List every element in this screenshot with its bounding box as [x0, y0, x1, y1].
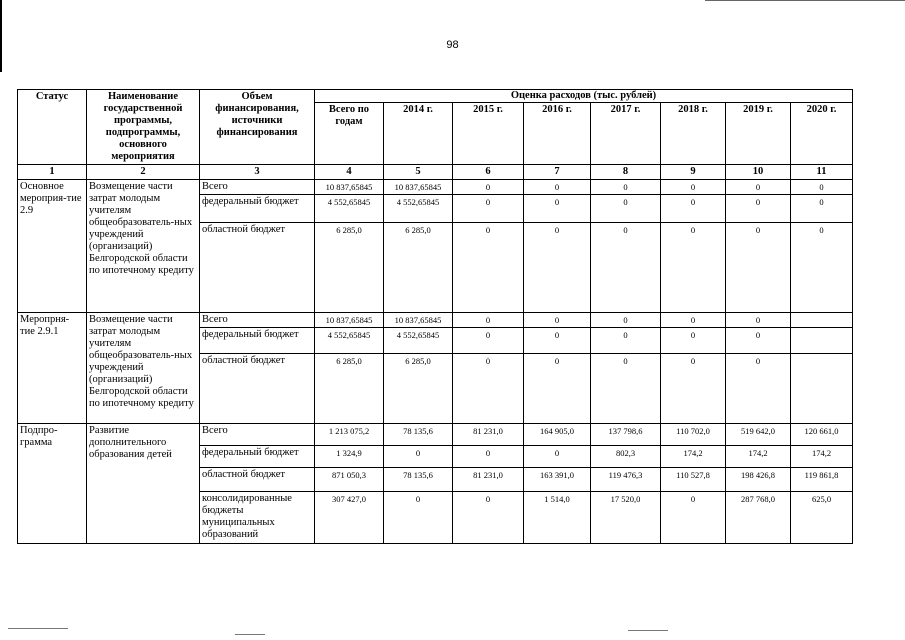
amount-cell: 137 798,6 [591, 424, 661, 446]
amount-cell: 307 427,0 [315, 492, 384, 544]
amount-cell: 0 [591, 313, 661, 328]
column-number: 5 [384, 165, 453, 180]
amount-cell: 0 [453, 195, 524, 223]
amount-cell: 0 [661, 313, 726, 328]
amount-cell: 174,2 [726, 446, 791, 468]
amount-cell: 0 [661, 354, 726, 424]
column-number: 2 [87, 165, 200, 180]
funding-source-cell: консолидированные бюджеты муниципальных образований [200, 492, 315, 544]
amount-cell: 0 [524, 313, 591, 328]
amount-cell: 0 [524, 354, 591, 424]
header-status: Статус [18, 90, 87, 165]
amount-cell: 0 [661, 180, 726, 195]
amount-cell: 287 768,0 [726, 492, 791, 544]
amount-cell: 0 [384, 446, 453, 468]
amount-cell: 0 [726, 328, 791, 354]
amount-cell: 0 [453, 180, 524, 195]
column-number: 8 [591, 165, 661, 180]
amount-cell: 0 [453, 223, 524, 313]
amount-cell: 10 837,65845 [315, 180, 384, 195]
amount-cell: 0 [591, 180, 661, 195]
column-number: 11 [791, 165, 853, 180]
header-year: 2020 г. [791, 103, 853, 165]
amount-cell: 0 [524, 223, 591, 313]
amount-cell [791, 313, 853, 328]
table-row [18, 180, 853, 195]
amount-cell: 198 426,8 [726, 468, 791, 492]
amount-cell: 4 552,65845 [315, 328, 384, 354]
amount-cell: 0 [524, 446, 591, 468]
amount-cell: 120 661,0 [791, 424, 853, 446]
amount-cell: 6 285,0 [315, 223, 384, 313]
funding-source-cell: федеральный бюджет [200, 446, 315, 468]
table-row [18, 424, 853, 446]
amount-cell: 0 [661, 328, 726, 354]
program-name-cell: Возмещение части затрат молодым учителям общеобразователь-ных учреждений (организаций) Белгородской области по ипотечному кредиту [87, 180, 200, 313]
column-number-row [18, 165, 853, 180]
program-name-cell: Развитие дополнительного образования детей [87, 424, 200, 544]
scan-artifact [8, 628, 68, 629]
amount-cell: 0 [661, 492, 726, 544]
budget-table-container [17, 89, 853, 544]
amount-cell: 0 [791, 180, 853, 195]
funding-source-cell: областной бюджет [200, 468, 315, 492]
budget-table [17, 89, 853, 544]
table-header [18, 90, 853, 180]
header-year: 2018 г. [661, 103, 726, 165]
header-program-name: Наименование государственной программы, подпрограммы, основного мероприятия [87, 90, 200, 165]
page-number: 98 [446, 39, 459, 51]
amount-cell: 119 861,8 [791, 468, 853, 492]
status-cell: Подпро-грамма [18, 424, 87, 544]
column-number: 6 [453, 165, 524, 180]
amount-cell: 17 520,0 [591, 492, 661, 544]
table-row [18, 313, 853, 328]
header-year: 2019 г. [726, 103, 791, 165]
amount-cell: 174,2 [661, 446, 726, 468]
status-cell: Основное мероприя-тие 2.9 [18, 180, 87, 313]
amount-cell [791, 354, 853, 424]
amount-cell: 0 [661, 223, 726, 313]
amount-cell: 0 [726, 195, 791, 223]
scan-artifact [628, 630, 668, 631]
header-year: 2017 г. [591, 103, 661, 165]
amount-cell: 0 [524, 195, 591, 223]
amount-cell: 10 837,65845 [384, 313, 453, 328]
amount-cell: 625,0 [791, 492, 853, 544]
amount-cell: 1 213 075,2 [315, 424, 384, 446]
amount-cell: 6 285,0 [384, 354, 453, 424]
amount-cell: 0 [453, 354, 524, 424]
amount-cell: 4 552,65845 [384, 328, 453, 354]
amount-cell: 0 [591, 328, 661, 354]
amount-cell: 802,3 [591, 446, 661, 468]
header-year: 2014 г. [384, 103, 453, 165]
amount-cell: 0 [661, 195, 726, 223]
amount-cell: 4 552,65845 [384, 195, 453, 223]
column-number: 4 [315, 165, 384, 180]
amount-cell: 0 [453, 446, 524, 468]
funding-source-cell: федеральный бюджет [200, 195, 315, 223]
funding-source-cell: Всего [200, 180, 315, 195]
status-cell: Меропрня-тие 2.9.1 [18, 313, 87, 424]
amount-cell: 0 [453, 492, 524, 544]
amount-cell: 81 231,0 [453, 424, 524, 446]
amount-cell: 0 [726, 180, 791, 195]
amount-cell: 1 514,0 [524, 492, 591, 544]
amount-cell: 174,2 [791, 446, 853, 468]
scan-artifact [235, 634, 265, 635]
funding-source-cell: Всего [200, 313, 315, 328]
amount-cell: 163 391,0 [524, 468, 591, 492]
amount-cell: 871 050,3 [315, 468, 384, 492]
amount-cell: 0 [453, 313, 524, 328]
header-total: Всего по годам [315, 103, 384, 165]
amount-cell: 10 837,65845 [384, 180, 453, 195]
amount-cell [791, 328, 853, 354]
funding-source-cell: областной бюджет [200, 354, 315, 424]
amount-cell: 0 [591, 223, 661, 313]
amount-cell: 10 837,65845 [315, 313, 384, 328]
funding-source-cell: федеральный бюджет [200, 328, 315, 354]
amount-cell: 4 552,65845 [315, 195, 384, 223]
header-funding: Объем финансирования, источники финансирования [200, 90, 315, 165]
header-year: 2016 г. [524, 103, 591, 165]
header-year: 2015 г. [453, 103, 524, 165]
amount-cell: 0 [591, 195, 661, 223]
column-number: 3 [200, 165, 315, 180]
column-number: 10 [726, 165, 791, 180]
amount-cell: 81 231,0 [453, 468, 524, 492]
amount-cell: 164 905,0 [524, 424, 591, 446]
amount-cell: 519 642,0 [726, 424, 791, 446]
amount-cell: 110 702,0 [661, 424, 726, 446]
funding-source-cell: Всего [200, 424, 315, 446]
amount-cell: 0 [791, 223, 853, 313]
table-body [18, 180, 853, 544]
amount-cell: 0 [384, 492, 453, 544]
funding-source-cell: областной бюджет [200, 223, 315, 313]
amount-cell: 0 [726, 223, 791, 313]
amount-cell: 6 285,0 [315, 354, 384, 424]
header-estimate: Оценка расходов (тыс. рублей) [315, 90, 853, 103]
amount-cell: 6 285,0 [384, 223, 453, 313]
amount-cell: 1 324,9 [315, 446, 384, 468]
amount-cell: 0 [524, 328, 591, 354]
amount-cell: 78 135,6 [384, 468, 453, 492]
amount-cell: 110 527,8 [661, 468, 726, 492]
program-name-cell: Возмещение части затрат молодым учителям общеобразователь-ных учреждений (организаций) Белгородской области по ипотечному кредиту [87, 313, 200, 424]
amount-cell: 0 [453, 328, 524, 354]
amount-cell: 0 [726, 313, 791, 328]
left-margin-line [0, 0, 2, 72]
column-number: 7 [524, 165, 591, 180]
column-number: 9 [661, 165, 726, 180]
amount-cell: 0 [791, 195, 853, 223]
amount-cell: 0 [524, 180, 591, 195]
amount-cell: 0 [591, 354, 661, 424]
amount-cell: 0 [726, 354, 791, 424]
top-margin-line [705, 0, 905, 1]
amount-cell: 119 476,3 [591, 468, 661, 492]
column-number: 1 [18, 165, 87, 180]
amount-cell: 78 135,6 [384, 424, 453, 446]
